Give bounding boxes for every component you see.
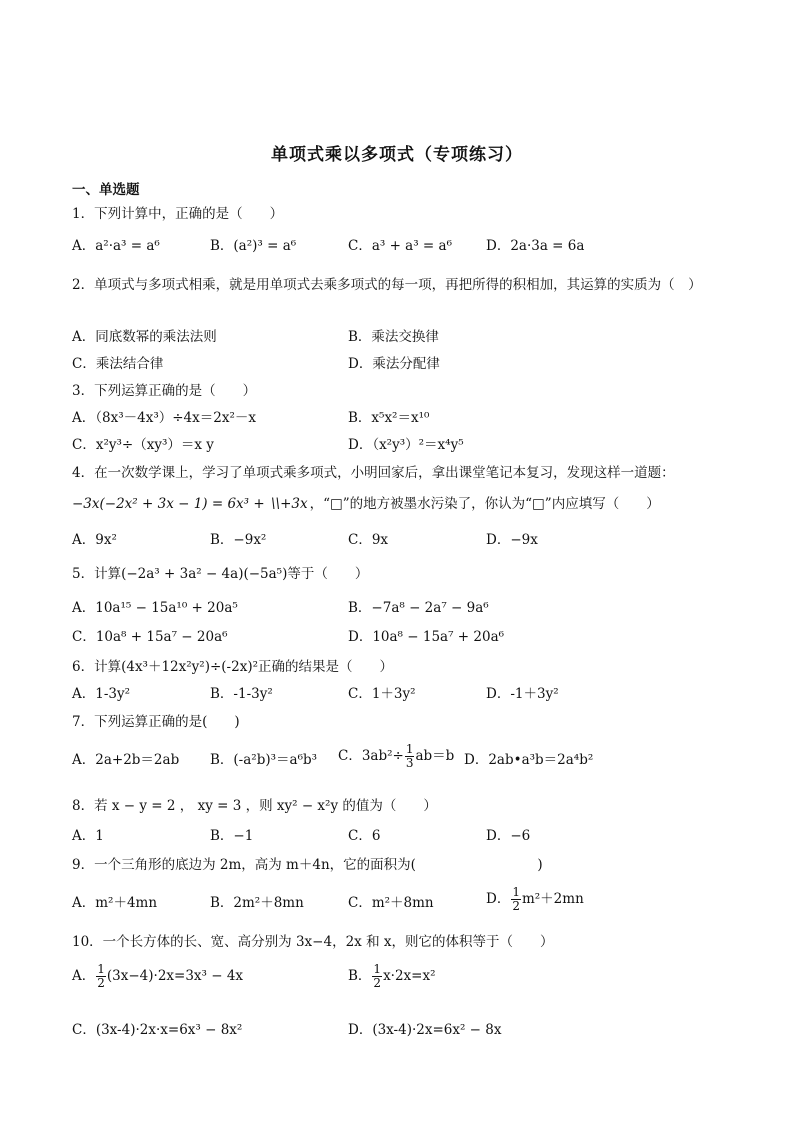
question-4-equation: −3x(−2x² + 3x − 1) = 6x³ + <box>72 496 269 512</box>
question-10-stem: 10．一个长方体的长、宽、高分别为 3x−4，2x 和 x，则它的体积等于（ ） <box>72 934 554 950</box>
question-10-option-b[interactable]: B． $\frac{1}{2}$ x·2x=x² <box>348 962 436 990</box>
question-4-option-d[interactable]: D．−9x <box>486 532 538 548</box>
ink-stain: \\+3x <box>270 496 308 512</box>
question-1-option-c[interactable]: C．a³ + a³ = a⁶ <box>348 238 452 254</box>
question-6-stem: 6．计算(4x³＋12x²y²)÷(-2x)²正确的结果是（ ） <box>72 659 394 675</box>
question-8-option-c[interactable]: C．6 <box>348 828 381 844</box>
question-1-option-d[interactable]: D．2a·3a = 6a <box>486 238 585 254</box>
question-7-stem: 7．下列运算正确的是( ) <box>72 714 240 730</box>
question-3-option-b[interactable]: B．x⁵x²＝x¹⁰ <box>348 410 430 426</box>
question-2-option-c[interactable]: C．乘法结合律 <box>72 356 164 372</box>
question-5-option-a[interactable]: A．10a¹⁵ − 15a¹⁰ + 20a⁵ <box>72 600 238 616</box>
question-8-option-d[interactable]: D．−6 <box>486 828 531 844</box>
question-4-option-b[interactable]: B．−9x² <box>210 532 267 548</box>
question-2-stem: 2．单项式与多项式相乘，就是用单项式去乘多项式的每一项，再把所得的积相加，其运算的实质为（ ） <box>72 277 702 293</box>
question-4-stem-tail: ，“□”的地方被墨水污染了，你认为“□”内应填写（ ） <box>309 496 660 512</box>
fraction: $\frac{1}{2}$ <box>512 885 520 913</box>
question-2-option-d[interactable]: D．乘法分配律 <box>348 356 440 372</box>
question-10-option-c[interactable]: C．(3x-4)·2x·x=6x³ − 8x² <box>72 1022 243 1038</box>
section-heading: 一、单选题 <box>72 182 140 198</box>
question-5-option-b[interactable]: B．−7a⁸ − 2a⁷ − 9a⁶ <box>348 600 489 616</box>
question-7-option-d[interactable]: D．2ab•a³b＝2a⁴b² <box>464 752 594 768</box>
fraction: $\frac{1}{2}$ <box>97 962 105 990</box>
question-2-option-b[interactable]: B．乘法交换律 <box>348 329 439 345</box>
question-6-option-a[interactable]: A．1-3y² <box>72 686 131 702</box>
question-3-option-c[interactable]: C．x²y³÷（xy³）＝x y <box>72 437 214 453</box>
page-title: 单项式乘以多项式（专项练习） <box>271 145 523 165</box>
question-3-option-d[interactable]: D．（x²y³）²＝x⁴y⁵ <box>348 437 464 453</box>
question-4-stem-line2 <box>72 494 732 514</box>
question-6-option-c[interactable]: C．1＋3y² <box>348 686 416 702</box>
question-7-option-a[interactable]: A．2a+2b＝2ab <box>72 752 180 768</box>
question-6-option-d[interactable]: D．-1＋3y² <box>486 686 559 702</box>
question-10-option-d[interactable]: D．(3x-4)·2x=6x² − 8x <box>348 1022 502 1038</box>
question-7-option-c[interactable]: C．3ab²÷ $\frac{1}{3}$ ab＝b <box>338 742 455 770</box>
question-1-option-b[interactable]: B．(a²)³ = a⁶ <box>210 238 297 254</box>
question-3-option-a[interactable]: A．（8x³－4x³）÷4x＝2x²－x <box>72 410 256 426</box>
question-6-option-b[interactable]: B．-1-3y² <box>210 686 273 702</box>
question-5-stem: 5．计算(−2a³ + 3a² − 4a)(−5a⁵)等于（ ） <box>72 566 369 582</box>
question-4-stem-line1: 4．在一次数学课上，学习了单项式乘多项式，小明回家后，拿出课堂笔记本复习，发现这样一道题： <box>72 465 675 481</box>
question-1-option-a[interactable]: A．a²·a³ = a⁶ <box>72 238 160 254</box>
question-5-option-d[interactable]: D．10a⁸ − 15a⁷ + 20a⁶ <box>348 629 505 645</box>
question-2-option-a[interactable]: A．同底数幂的乘法法则 <box>72 329 217 345</box>
fraction: $\frac{1}{2}$ <box>373 962 382 990</box>
question-10-option-a[interactable]: A． $\frac{1}{2}$ (3x−4)·2x=3x³ − 4x <box>72 962 244 990</box>
question-4-option-c[interactable]: C．9x <box>348 532 389 548</box>
question-5-option-c[interactable]: C．10a⁸ + 15a⁷ − 20a⁶ <box>72 629 228 645</box>
question-8-stem: 8．若 x − y = 2 ， xy = 3 ，则 xy² − x²y 的值为（ ） <box>72 798 437 814</box>
question-8-option-a[interactable]: A．1 <box>72 828 104 844</box>
question-9-option-c[interactable]: C．m²＋8mn <box>348 895 434 911</box>
question-8-option-b[interactable]: B．−1 <box>210 828 254 844</box>
question-7-option-b[interactable]: B．(-a²b)³＝a⁶b³ <box>210 752 318 768</box>
question-3-stem: 3．下列运算正确的是（ ） <box>72 383 257 399</box>
fraction: $\frac{1}{3}$ <box>405 742 414 770</box>
question-9-option-d[interactable]: D． $\frac{1}{2}$ m²＋2mn <box>486 885 584 913</box>
question-1-stem: 1．下列计算中，正确的是（ ） <box>72 206 284 222</box>
question-9-option-a[interactable]: A．m²＋4mn <box>72 895 158 911</box>
question-9-stem: 9．一个三角形的底边为 2m，高为 m＋4n，它的面积为( ) <box>72 857 543 873</box>
question-9-option-b[interactable]: B．2m²＋8mn <box>210 895 304 911</box>
question-4-option-a[interactable]: A．9x² <box>72 532 117 548</box>
